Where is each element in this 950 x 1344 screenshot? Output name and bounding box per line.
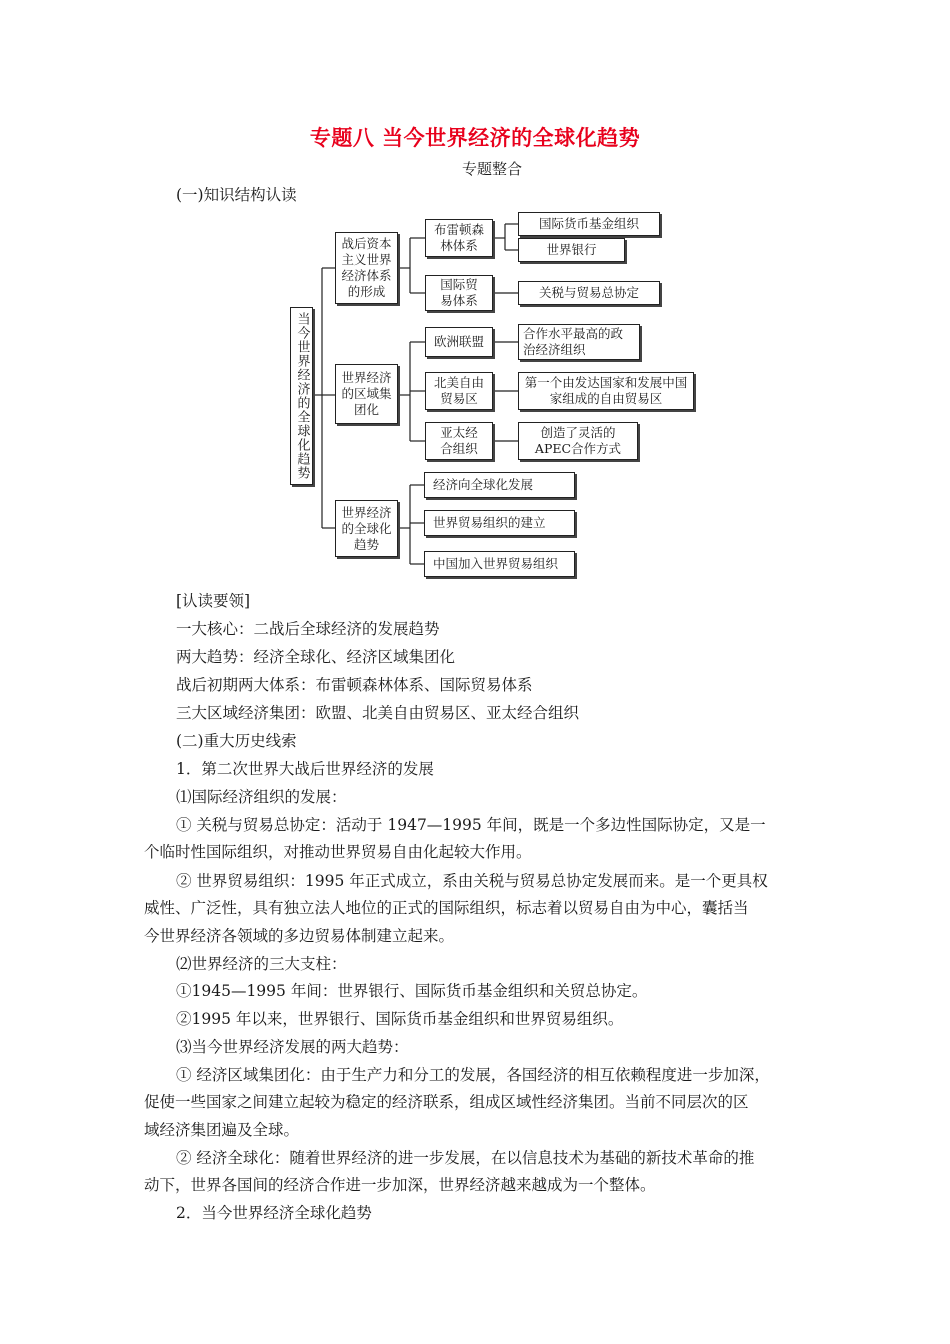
diagram-root: 当今世界经济的全球化趋势	[290, 307, 313, 485]
diagram-leaf-eu-desc: 合作水平最高的政治经济组织	[518, 324, 640, 360]
diagram-node-bretton-woods: 布雷顿森林体系	[425, 219, 493, 257]
diagram-branch-postwar-system: 战后资本主义世界经济体系的形成	[335, 232, 398, 304]
diagram-leaf-gatt: 关税与贸易总协定	[518, 281, 660, 305]
text-line: ① 经济区域集团化：由于生产力和分工的发展，各国经济的相互依赖程度进一步加深，	[176, 1066, 770, 1084]
diagram-leaf-nafta-desc: 第一个由发达国家和发展中国家组成的自由贸易区	[518, 372, 694, 410]
page-title: 专题八 当今世界经济的全球化趋势	[309, 126, 641, 150]
text-line: ②1995 年以来，世界银行、国际货币基金组织和世界贸易组织。	[176, 1010, 624, 1028]
diagram-node-apec: 亚太经合组织	[425, 422, 493, 460]
text-line: 个临时性国际组织，对推动世界贸易自由化起较大作用。	[144, 843, 532, 861]
diagram-node-nafta: 北美自由贸易区	[425, 372, 493, 410]
text-line: 两大趋势：经济全球化、经济区域集团化	[176, 648, 456, 666]
text-line: ⑶当今世界经济发展的两大趋势：	[176, 1038, 409, 1056]
diagram-leaf-china-wto: 中国加入世界贸易组织	[424, 551, 575, 577]
section-heading-structure: (一)知识结构认读	[176, 186, 297, 204]
text-line: 促使一些国家之间建立起较为稳定的经济联系，组成区域性经济集团。当前不同层次的区	[144, 1093, 749, 1111]
text-line: 动下，世界各国间的经济合作进一步加深，世界经济越来越成为一个整体。	[144, 1176, 656, 1194]
text-line: 2．当今世界经济全球化趋势	[176, 1204, 372, 1222]
text-line: ⑵世界经济的三大支柱：	[176, 955, 347, 973]
diagram-leaf-imf: 国际货币基金组织	[518, 212, 660, 236]
text-line: 1．第二次世界大战后世界经济的发展	[176, 760, 434, 778]
text-line: 战后初期两大体系：布雷顿森林体系、国际贸易体系	[176, 676, 533, 694]
text-line: [认读要领]	[176, 592, 251, 610]
text-line: 一大核心：二战后全球经济的发展趋势	[176, 620, 440, 638]
diagram-leaf-world-bank: 世界银行	[518, 238, 625, 262]
page-subtitle: 专题整合	[461, 160, 522, 178]
diagram-leaf-globalization: 经济向全球化发展	[424, 472, 575, 498]
text-line: ⑴国际经济组织的发展：	[176, 788, 347, 806]
diagram-node-eu: 欧洲联盟	[425, 327, 493, 357]
text-line: ① 关税与贸易总协定：活动于 1947—1995 年间，既是一个多边性国际协定，又是一	[176, 816, 766, 834]
text-line: 今世界经济各领域的多边贸易体制建立起来。	[144, 927, 455, 945]
text-line: 域经济集团遍及全球。	[144, 1121, 300, 1139]
text-line: ② 经济全球化：随着世界经济的进一步发展，在以信息技术为基础的新技术革命的推	[176, 1149, 755, 1167]
diagram-leaf-wto-founded: 世界贸易组织的建立	[424, 510, 575, 536]
diagram-branch-regional-blocs: 世界经济的区域集团化	[335, 364, 398, 424]
diagram-node-international-trade: 国际贸易体系	[425, 275, 493, 311]
diagram-branch-globalization: 世界经济的全球化趋势	[335, 500, 398, 557]
text-line: 三大区域经济集团：欧盟、北美自由贸易区、亚太经合组织	[176, 704, 580, 722]
section-heading-clues: (二)重大历史线索	[176, 732, 297, 750]
diagram-leaf-apec-desc: 创造了灵活的APEC合作方式	[518, 422, 638, 460]
text-line: ② 世界贸易组织：1995 年正式成立，系由关税与贸易总协定发展而来。是一个更具权	[176, 872, 768, 890]
text-line: 威性、广泛性，具有独立法人地位的正式的国际组织，标志着以贸易自由为中心，囊括当	[144, 899, 749, 917]
text-line: ①1945—1995 年间：世界银行、国际货币基金组织和关贸总协定。	[176, 982, 648, 1000]
